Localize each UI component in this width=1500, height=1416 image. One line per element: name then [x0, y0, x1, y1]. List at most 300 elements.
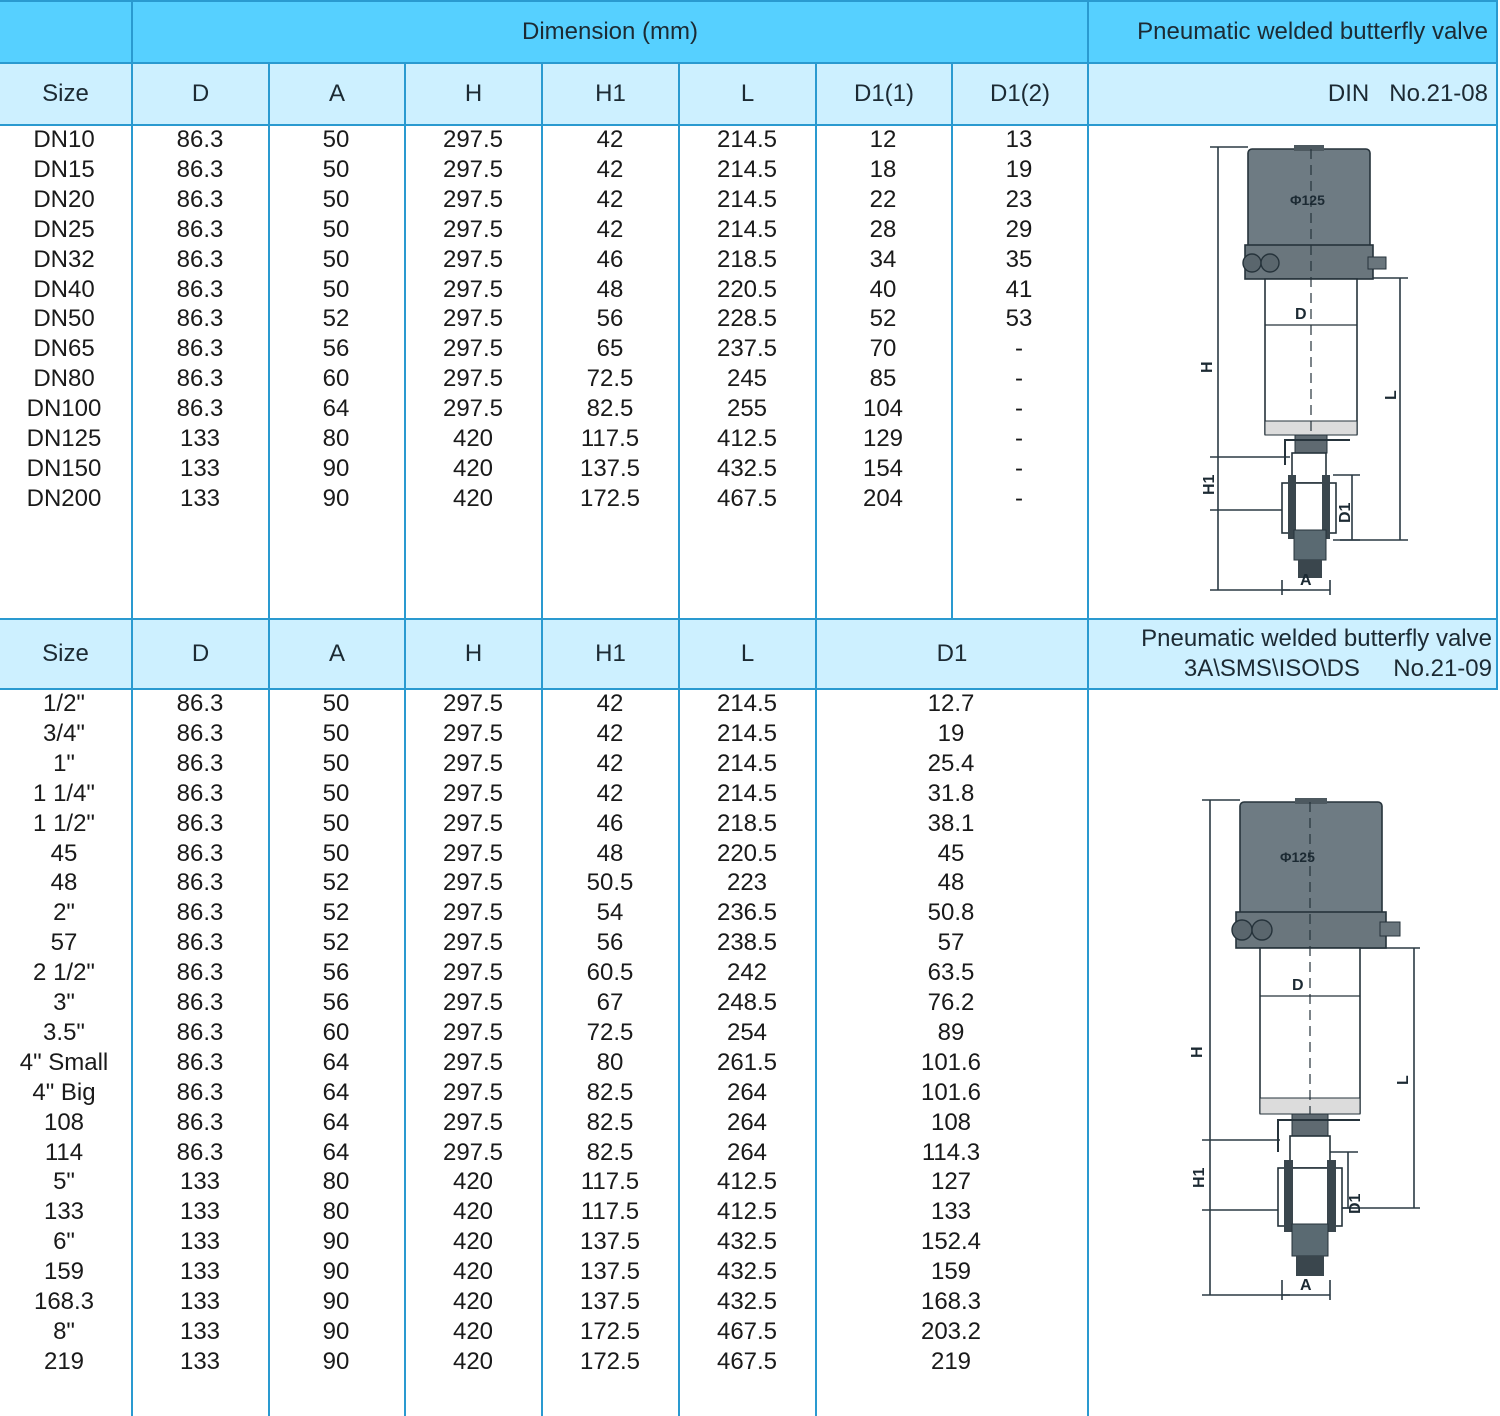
cell-size: DN40 — [33, 275, 95, 303]
cell-d1a: 40 — [869, 275, 897, 303]
cell-d: 86.3 — [176, 155, 224, 183]
table1-col-d1-2: D1(2) — [989, 80, 1050, 107]
table2-col-a: A — [328, 640, 345, 667]
cell-a: 90 — [322, 1228, 350, 1256]
cell-d: 86.3 — [176, 779, 224, 807]
cell-d1a: 38.1 — [927, 809, 975, 837]
cell-d: 133 — [179, 425, 221, 452]
cell-h1: 67 — [596, 989, 624, 1016]
cell-d1b: 13 — [1005, 126, 1033, 153]
cell-d: 86.3 — [176, 275, 224, 303]
cell-h1: 42 — [596, 690, 624, 717]
cell-h: 297.5 — [442, 275, 504, 303]
standard-label: DIN — [1327, 80, 1370, 107]
cell-a: 64 — [322, 395, 350, 423]
cell-l: 467.5 — [716, 484, 778, 512]
drawing1-label-d1: D1 — [1337, 502, 1354, 523]
cell-h1: 82.5 — [586, 1078, 634, 1106]
cell-d1a: 57 — [937, 929, 965, 957]
cell-h1: 65 — [596, 335, 624, 363]
cell-a: 50 — [322, 690, 350, 717]
column-divider — [951, 62, 953, 618]
cell-d1a: 133 — [930, 1198, 972, 1226]
cell-a: 80 — [322, 425, 350, 452]
cell-d1b: 19 — [1005, 155, 1033, 183]
cell-size: DN65 — [33, 335, 95, 363]
cell-h: 420 — [452, 1317, 494, 1345]
cell-h1: 42 — [596, 749, 624, 777]
cell-size: 159 — [43, 1258, 85, 1286]
cell-size: 3.5" — [43, 1018, 85, 1046]
table1-col-d1-1: D1(1) — [853, 80, 914, 107]
cell-h: 297.5 — [442, 245, 504, 273]
drawing1-label-l: L — [1383, 390, 1400, 400]
cell-d1b: 41 — [1005, 275, 1033, 303]
cell-d1b: 53 — [1005, 305, 1033, 333]
cell-size: 1/2" — [43, 690, 85, 717]
cell-l: 214.5 — [716, 215, 778, 243]
cell-size: 45 — [50, 839, 78, 867]
cell-d1a: 104 — [862, 395, 904, 423]
cell-d1b: - — [1015, 365, 1023, 393]
cell-a: 52 — [322, 929, 350, 957]
cell-size: 5" — [53, 1168, 75, 1196]
cell-h1: 137.5 — [579, 1258, 641, 1286]
drawing2-label-d: D — [1292, 977, 1304, 994]
cell-a: 90 — [322, 484, 350, 512]
valve-drawing-3a — [1180, 790, 1430, 1305]
cell-a: 52 — [322, 305, 350, 333]
table1-col-h: H — [464, 80, 483, 107]
cell-d1b: - — [1015, 395, 1023, 423]
cell-l: 248.5 — [716, 989, 778, 1016]
cell-size: 3/4" — [43, 719, 85, 747]
cell-h: 297.5 — [442, 395, 504, 423]
table1-col-a: A — [328, 80, 345, 107]
cell-d: 86.3 — [176, 749, 224, 777]
cell-d1a: 127 — [930, 1168, 972, 1196]
cell-d1a: 34 — [869, 245, 897, 273]
cell-size: DN100 — [26, 395, 102, 423]
cell-size: 114 — [44, 1138, 84, 1166]
cell-h1: 42 — [596, 185, 624, 213]
cell-size: 2 1/2" — [33, 959, 95, 987]
cell-l: 412.5 — [716, 1198, 778, 1226]
cell-a: 64 — [322, 1078, 350, 1106]
column-divider — [404, 62, 406, 618]
cell-l: 432.5 — [716, 454, 778, 482]
cell-d1a: 18 — [869, 155, 897, 183]
drawing1-label-h: H — [1199, 361, 1216, 373]
cell-l: 264 — [726, 1138, 768, 1166]
drawing1-label-a: A — [1300, 572, 1312, 589]
cell-h1: 56 — [596, 929, 624, 957]
din-model-label — [1089, 64, 1496, 124]
dimension-title: Dimension (mm) — [521, 18, 698, 45]
cell-l: 412.5 — [716, 1168, 778, 1196]
cell-l: 255 — [726, 395, 768, 423]
cell-a: 90 — [322, 454, 350, 482]
cell-d1a: 70 — [869, 335, 897, 363]
cell-d1a: 101.6 — [920, 1048, 982, 1076]
cell-l: 214.5 — [716, 719, 778, 747]
cell-d1a: 31.8 — [927, 779, 975, 807]
cell-l: 245 — [726, 365, 768, 393]
cell-a: 90 — [322, 1288, 350, 1315]
column-divider — [131, 618, 133, 1416]
cell-l: 218.5 — [716, 809, 778, 837]
cell-d1a: 101.6 — [920, 1078, 982, 1106]
cell-h: 297.5 — [442, 1108, 504, 1136]
cell-a: 50 — [322, 779, 350, 807]
cell-h1: 172.5 — [579, 1347, 641, 1375]
table1-col-size: Size — [42, 80, 89, 107]
table1-col-h1: H1 — [595, 80, 626, 107]
cell-l: 432.5 — [716, 1288, 778, 1315]
cell-d: 86.3 — [176, 809, 224, 837]
cell-h1: 48 — [596, 839, 624, 867]
cell-l: 254 — [726, 1018, 768, 1046]
cell-l: 467.5 — [716, 1347, 778, 1375]
cell-a: 50 — [322, 839, 350, 867]
column-divider — [678, 618, 680, 1416]
cell-a: 50 — [322, 245, 350, 273]
cell-h1: 50.5 — [586, 869, 634, 897]
cell-d: 86.3 — [176, 719, 224, 747]
cell-l: 220.5 — [716, 839, 778, 867]
cell-h1: 56 — [596, 305, 624, 333]
cell-d1a: 22 — [869, 185, 897, 213]
cell-h: 297.5 — [442, 899, 504, 927]
cell-d: 86.3 — [176, 1078, 224, 1106]
drawing2-label-phi: Φ125 — [1280, 849, 1315, 865]
cell-l: 220.5 — [716, 275, 778, 303]
cell-d: 86.3 — [176, 126, 224, 153]
cell-h1: 46 — [596, 245, 624, 273]
cell-h1: 42 — [596, 719, 624, 747]
cell-d1a: 204 — [862, 484, 904, 512]
cell-l: 261.5 — [716, 1048, 778, 1076]
drawing2-label-l: L — [1395, 1075, 1412, 1085]
cell-d1a: 48 — [937, 869, 965, 897]
cell-h: 420 — [452, 1347, 494, 1375]
cell-h1: 42 — [596, 779, 624, 807]
cell-d: 133 — [179, 1168, 221, 1196]
cell-l: 214.5 — [716, 155, 778, 183]
cell-h: 297.5 — [442, 215, 504, 243]
table2-col-l: L — [740, 640, 755, 667]
cell-d1a: 12.7 — [927, 690, 975, 717]
cell-d1a: 45 — [937, 839, 965, 867]
cell-h: 297.5 — [442, 305, 504, 333]
cell-d1b: 29 — [1005, 215, 1033, 243]
cell-a: 50 — [322, 809, 350, 837]
cell-h1: 82.5 — [586, 395, 634, 423]
cell-d: 86.3 — [176, 929, 224, 957]
cell-d1a: 152.4 — [920, 1228, 982, 1256]
cell-size: 3" — [53, 989, 75, 1016]
cell-l: 214.5 — [716, 126, 778, 153]
cell-a: 90 — [322, 1347, 350, 1375]
cell-d1b: - — [1015, 454, 1023, 482]
cell-a: 56 — [322, 959, 350, 987]
cell-h1: 82.5 — [586, 1108, 634, 1136]
cell-d: 133 — [179, 1347, 221, 1375]
cell-d1a: 76.2 — [927, 989, 975, 1016]
cell-size: DN20 — [33, 185, 95, 213]
cell-l: 264 — [726, 1108, 768, 1136]
cell-h1: 48 — [596, 275, 624, 303]
cell-h1: 137.5 — [579, 454, 641, 482]
cell-size: DN10 — [33, 126, 95, 153]
cell-l: 228.5 — [716, 305, 778, 333]
column-divider — [268, 618, 270, 1416]
cell-h: 297.5 — [442, 929, 504, 957]
cell-d: 86.3 — [176, 869, 224, 897]
cell-h1: 42 — [596, 126, 624, 153]
cell-a: 64 — [322, 1048, 350, 1076]
cell-h1: 117.5 — [580, 425, 640, 452]
cell-a: 56 — [322, 989, 350, 1016]
cell-d: 86.3 — [176, 1138, 224, 1166]
cell-d1a: 19 — [937, 719, 965, 747]
cell-h: 297.5 — [442, 185, 504, 213]
cell-d1a: 63.5 — [927, 959, 975, 987]
cell-h: 297.5 — [442, 1018, 504, 1046]
cell-d1b: - — [1015, 484, 1023, 512]
table2-col-h: H — [464, 640, 483, 667]
cell-size: DN50 — [33, 305, 95, 333]
cell-d: 133 — [179, 1198, 221, 1226]
cell-a: 50 — [322, 215, 350, 243]
cell-a: 50 — [322, 275, 350, 303]
cell-size: DN15 — [33, 155, 95, 183]
cell-size: 2" — [53, 899, 75, 927]
cell-h: 420 — [452, 484, 494, 512]
cell-d: 133 — [179, 1317, 221, 1345]
cell-size: DN25 — [33, 215, 95, 243]
cell-h: 420 — [452, 1258, 494, 1286]
cell-size: 4" Big — [32, 1078, 96, 1106]
cell-a: 50 — [322, 126, 350, 153]
cell-a: 64 — [322, 1108, 350, 1136]
cell-d1a: 50.8 — [927, 899, 975, 927]
table2-col-size: Size — [42, 640, 89, 667]
cell-d1b: 35 — [1005, 245, 1033, 273]
cell-h: 297.5 — [442, 809, 504, 837]
cell-h1: 172.5 — [579, 1317, 641, 1345]
cell-h1: 82.5 — [586, 1138, 634, 1166]
valve-title-din: Pneumatic welded butterfly valve — [1137, 18, 1488, 45]
cell-h: 420 — [452, 1228, 494, 1256]
drawing2-label-d1: D1 — [1347, 1193, 1364, 1214]
cell-d: 86.3 — [176, 899, 224, 927]
drawing1-label-d: D — [1295, 306, 1307, 323]
cell-d1a: 52 — [869, 305, 897, 333]
valve-drawing-din — [1190, 135, 1430, 600]
cell-h1: 46 — [596, 809, 624, 837]
cell-h: 297.5 — [442, 690, 504, 717]
cell-h: 297.5 — [442, 1078, 504, 1106]
table1-col-d: D — [191, 80, 210, 107]
cell-size: 219 — [43, 1347, 85, 1375]
cell-d1a: 89 — [937, 1018, 965, 1046]
cell-a: 90 — [322, 1317, 350, 1345]
cell-l: 214.5 — [716, 185, 778, 213]
table2-col-d: D — [191, 640, 210, 667]
valve-title-line1: Pneumatic welded butterfly valve — [1141, 625, 1492, 652]
cell-size: 133 — [43, 1198, 85, 1226]
cell-h: 297.5 — [442, 1048, 504, 1076]
cell-h1: 137.5 — [579, 1288, 641, 1315]
cell-d: 86.3 — [176, 959, 224, 987]
model-number: No.21-08 — [1389, 80, 1488, 107]
valve-title-3a — [1141, 624, 1492, 684]
table1-col-l: L — [740, 80, 755, 107]
column-divider — [404, 618, 406, 1416]
cell-size: DN125 — [26, 425, 102, 452]
column-divider — [678, 62, 680, 618]
cell-d: 133 — [179, 1258, 221, 1286]
cell-a: 52 — [322, 869, 350, 897]
cell-h: 297.5 — [442, 749, 504, 777]
cell-d1b: - — [1015, 425, 1023, 452]
cell-a: 52 — [322, 899, 350, 927]
cell-l: 214.5 — [716, 690, 778, 717]
cell-d: 86.3 — [176, 395, 224, 423]
cell-h1: 80 — [596, 1048, 624, 1076]
cell-d1a: 25.4 — [927, 749, 975, 777]
table2-col-h1: H1 — [595, 640, 626, 667]
cell-l: 238.5 — [716, 929, 778, 957]
drawing1-label-phi: Φ125 — [1290, 192, 1325, 208]
cell-a: 64 — [322, 1138, 350, 1166]
cell-h1: 72.5 — [586, 365, 634, 393]
column-divider — [268, 62, 270, 618]
column-divider — [815, 62, 817, 618]
cell-h: 297.5 — [442, 335, 504, 363]
drawing1-label-h1: H1 — [1201, 474, 1218, 495]
cell-d1a: 203.2 — [920, 1317, 982, 1345]
cell-h: 297.5 — [442, 719, 504, 747]
cell-a: 50 — [322, 155, 350, 183]
cell-d1b: 23 — [1005, 185, 1033, 213]
cell-d: 86.3 — [176, 305, 224, 333]
cell-d1a: 28 — [869, 215, 897, 243]
cell-a: 60 — [322, 365, 350, 393]
cell-d1a: 154 — [862, 454, 904, 482]
cell-a: 80 — [322, 1198, 350, 1226]
cell-a: 80 — [322, 1168, 350, 1196]
cell-l: 223 — [726, 869, 768, 897]
cell-h1: 54 — [596, 899, 624, 927]
cell-l: 218.5 — [716, 245, 778, 273]
cell-d: 86.3 — [176, 1048, 224, 1076]
cell-h: 297.5 — [442, 1138, 504, 1166]
cell-d1a: 159 — [930, 1258, 972, 1286]
cell-size: DN32 — [33, 245, 95, 273]
cell-l: 242 — [726, 959, 768, 987]
cell-d: 86.3 — [176, 989, 224, 1016]
cell-d: 86.3 — [176, 1018, 224, 1046]
cell-h: 297.5 — [442, 155, 504, 183]
cell-h: 420 — [452, 1168, 494, 1196]
cell-h: 420 — [452, 454, 494, 482]
cell-l: 432.5 — [716, 1228, 778, 1256]
cell-h1: 117.5 — [580, 1198, 640, 1226]
cell-d: 86.3 — [176, 245, 224, 273]
cell-d1a: 168.3 — [920, 1288, 982, 1315]
cell-d: 86.3 — [176, 839, 224, 867]
cell-h: 420 — [452, 1198, 494, 1226]
cell-a: 50 — [322, 749, 350, 777]
cell-l: 237.5 — [716, 335, 778, 363]
table2-col-d1: D1 — [936, 640, 968, 667]
cell-size: 1" — [53, 749, 75, 777]
valve-title-line2: 3A\SMS\ISO\DS No.21-09 — [1183, 655, 1492, 682]
cell-h1: 72.5 — [586, 1018, 634, 1046]
cell-a: 50 — [322, 719, 350, 747]
cell-l: 432.5 — [716, 1258, 778, 1286]
column-divider — [815, 618, 817, 1416]
cell-d1a: 12 — [869, 126, 897, 153]
cell-h: 297.5 — [442, 126, 504, 153]
cell-size: DN200 — [26, 484, 102, 512]
cell-h1: 137.5 — [579, 1228, 641, 1256]
cell-l: 214.5 — [716, 749, 778, 777]
cell-d1a: 85 — [869, 365, 897, 393]
cell-size: 168.3 — [33, 1288, 95, 1315]
column-divider — [541, 62, 543, 618]
cell-h: 297.5 — [442, 839, 504, 867]
cell-h: 297.5 — [442, 959, 504, 987]
cell-d: 133 — [179, 454, 221, 482]
cell-d: 86.3 — [176, 185, 224, 213]
cell-d1b: - — [1015, 335, 1023, 363]
cell-l: 214.5 — [716, 779, 778, 807]
cell-size: 57 — [50, 929, 78, 957]
cell-h: 297.5 — [442, 869, 504, 897]
column-divider — [1087, 618, 1089, 1416]
cell-h1: 60.5 — [586, 959, 634, 987]
cell-d: 86.3 — [176, 215, 224, 243]
cell-h: 297.5 — [442, 779, 504, 807]
cell-d: 133 — [179, 1228, 221, 1256]
cell-l: 236.5 — [716, 899, 778, 927]
cell-size: 1 1/4" — [33, 779, 95, 807]
cell-a: 60 — [322, 1018, 350, 1046]
cell-d: 86.3 — [176, 335, 224, 363]
cell-size: DN150 — [26, 454, 102, 482]
cell-h: 420 — [452, 1288, 494, 1315]
cell-d1a: 114.3 — [921, 1138, 981, 1166]
cell-h1: 172.5 — [579, 484, 641, 512]
column-divider — [541, 618, 543, 1416]
cell-a: 56 — [322, 335, 350, 363]
cell-a: 90 — [322, 1258, 350, 1286]
cell-d: 86.3 — [176, 690, 224, 717]
cell-d1a: 108 — [930, 1108, 972, 1136]
cell-h1: 42 — [596, 155, 624, 183]
cell-size: 108 — [43, 1108, 85, 1136]
cell-a: 50 — [322, 185, 350, 213]
cell-d: 86.3 — [176, 365, 224, 393]
cell-size: 4" Small — [19, 1048, 109, 1076]
cell-d: 86.3 — [176, 1108, 224, 1136]
cell-l: 412.5 — [716, 425, 778, 452]
drawing2-label-h1: H1 — [1191, 1167, 1208, 1188]
cell-h1: 117.5 — [580, 1168, 640, 1196]
